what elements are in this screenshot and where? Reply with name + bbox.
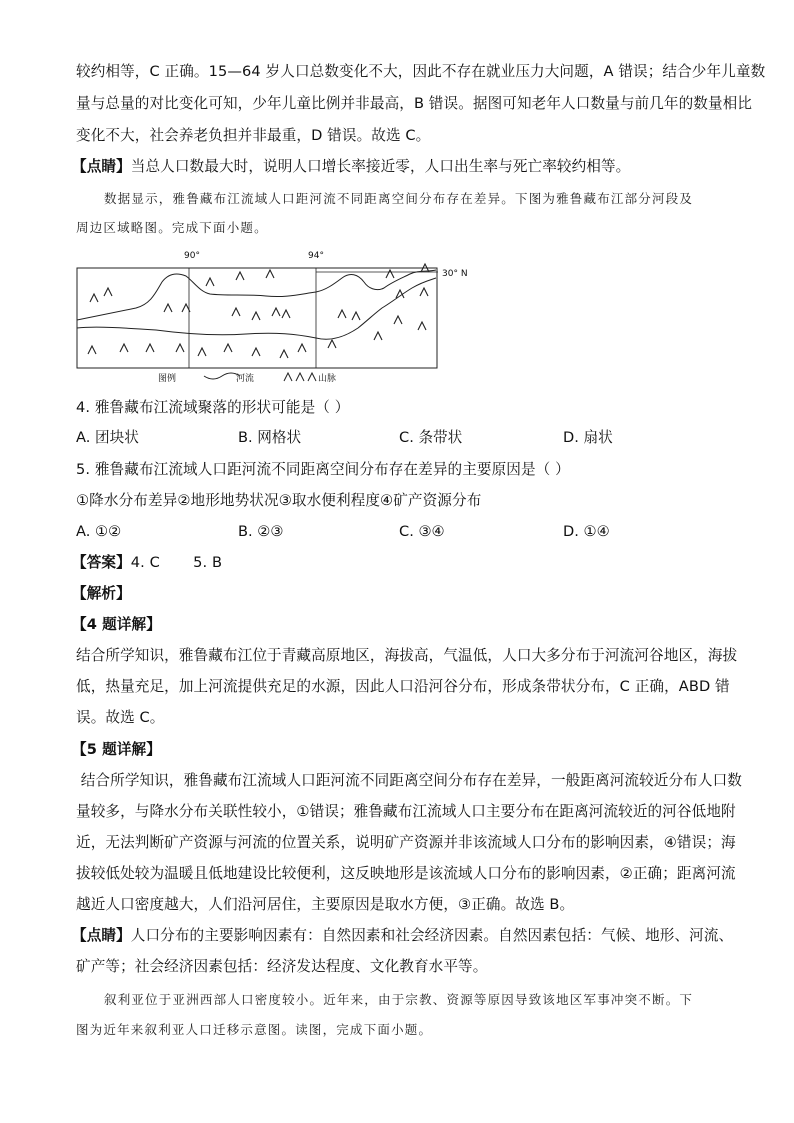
detail-5-line: 越近人口密度越大，人们沿河居住，主要原因是取水方便，③正确。故选 B。 (76, 896, 575, 913)
legend-title: 图例 (158, 374, 177, 384)
legend-mountain-label: 山脉 (318, 374, 337, 384)
analysis-text-line: 量与总量的对比变化可知，少年儿童比例并非最高，B 错误。据图可知老年人口数量与前几年的数量相比 (76, 95, 753, 112)
detail-5-line: 量较多，与降水分布关联性较小，①错误；雅鲁藏布江流域人口主要分布在距离河流较近的河谷低地附 (76, 803, 736, 820)
detail-5-tag: 【5 题详解】 (72, 741, 161, 758)
q4-option-b: B. 网格状 (238, 429, 302, 446)
q4-option-c: C. 条带状 (399, 429, 463, 446)
question-intro-line: 周边区域略图。完成下面小题。 (76, 220, 268, 235)
q5-option-b: B. ②③ (238, 523, 284, 540)
yarlung-tsangpo-map (76, 248, 476, 388)
detail-4-tag: 【4 题详解】 (72, 616, 161, 633)
detail-5-line: 近，无法判断矿产资源与河流的位置关系，说明矿产资源并非该流域人口分布的影响因素，④错误；海 (76, 834, 736, 851)
q4-option-d: D. 扇状 (563, 429, 613, 446)
comment-text: 当总人口数最大时，说明人口增长率接近零，人口出生率与死亡率较约相等。 (130, 158, 631, 175)
analysis-tag: 【解析】 (72, 585, 131, 602)
legend-river-symbol (204, 373, 240, 379)
question-intro-line: 数据显示，雅鲁藏布江流域人口距河流不同距离空间分布存在差异。下图为雅鲁藏布江部分河段及 (104, 191, 694, 206)
map-frame (77, 268, 437, 368)
analysis-text-line: 较约相等，C 正确。15—64 岁人口总数变化不大，因此不存在就业压力大问题，A 错误；结合少年儿童数 (76, 63, 766, 80)
comment-block (72, 157, 712, 177)
question-intro-line: 图为近年来叙利亚人口迁移示意图。读图，完成下面小题。 (76, 1022, 433, 1037)
question-4-stem: 4. 雅鲁藏布江流域聚落的形状可能是（ ） (76, 399, 350, 416)
lon-label-90: 90° (184, 251, 200, 261)
q5-option-a: A. ①② (76, 523, 122, 540)
detail-4-line: 低，热量充足，加上河流提供充足的水源，因此人口沿河谷分布，形成条带状分布，C 正确，ABD 错 (76, 678, 730, 695)
question-5-stem: 5. 雅鲁藏布江流域人口距河流不同距离空间分布存在差异的主要原因是（ ） (76, 461, 570, 478)
lon-label-94: 94° (308, 251, 324, 261)
detail-5-line: 结合所学知识，雅鲁藏布江流域人口距河流不同距离空间分布存在差异，一般距离河流较近分布人口数 (76, 772, 742, 789)
detail-4-line: 误。故选 C。 (76, 709, 165, 726)
answer-tag: 【答案】 (72, 554, 131, 571)
answer-block (72, 553, 712, 573)
comment-text-line: 矿产等；社会经济因素包括：经济发达程度、文化教育水平等。 (76, 958, 488, 975)
question-5-factors: ①降水分布差异②地形地势状况③取水便利程度④矿产资源分布 (76, 492, 482, 509)
q5-option-c: C. ③④ (399, 523, 445, 540)
detail-4-line: 结合所学知识，雅鲁藏布江位于青藏高原地区，海拔高，气温低，人口大多分布于河流河谷地区，海拔 (76, 647, 738, 664)
comment-block (72, 926, 734, 946)
detail-5-line: 拔较低处较为温暖且低地建设比较便利，这反映地形是该流域人口分布的影响因素，②正确；距离河流 (76, 865, 736, 882)
answer-text: 4. C 5. B (130, 554, 223, 571)
comment-tag: 【点睛】 (72, 927, 131, 944)
comment-text: 人口分布的主要影响因素有：自然因素和社会经济因素。自然因素包括：气候、地形、河流、 (130, 927, 734, 944)
q4-option-a: A. 团块状 (76, 429, 139, 446)
legend-mountain-symbol (284, 373, 316, 381)
comment-tag: 【点睛】 (72, 158, 131, 175)
legend-river-label: 河流 (236, 374, 255, 384)
q5-option-d: D. ①④ (563, 523, 610, 540)
lat-label-30n: 30° N (442, 269, 468, 279)
question-intro-line: 叙利亚位于亚洲西部人口密度较小。近年来，由于宗教、资源等原因导致该地区军事冲突不断。下 (104, 992, 694, 1007)
analysis-text-line: 变化不大，社会养老负担并非最重，D 错误。故选 C。 (76, 127, 431, 144)
